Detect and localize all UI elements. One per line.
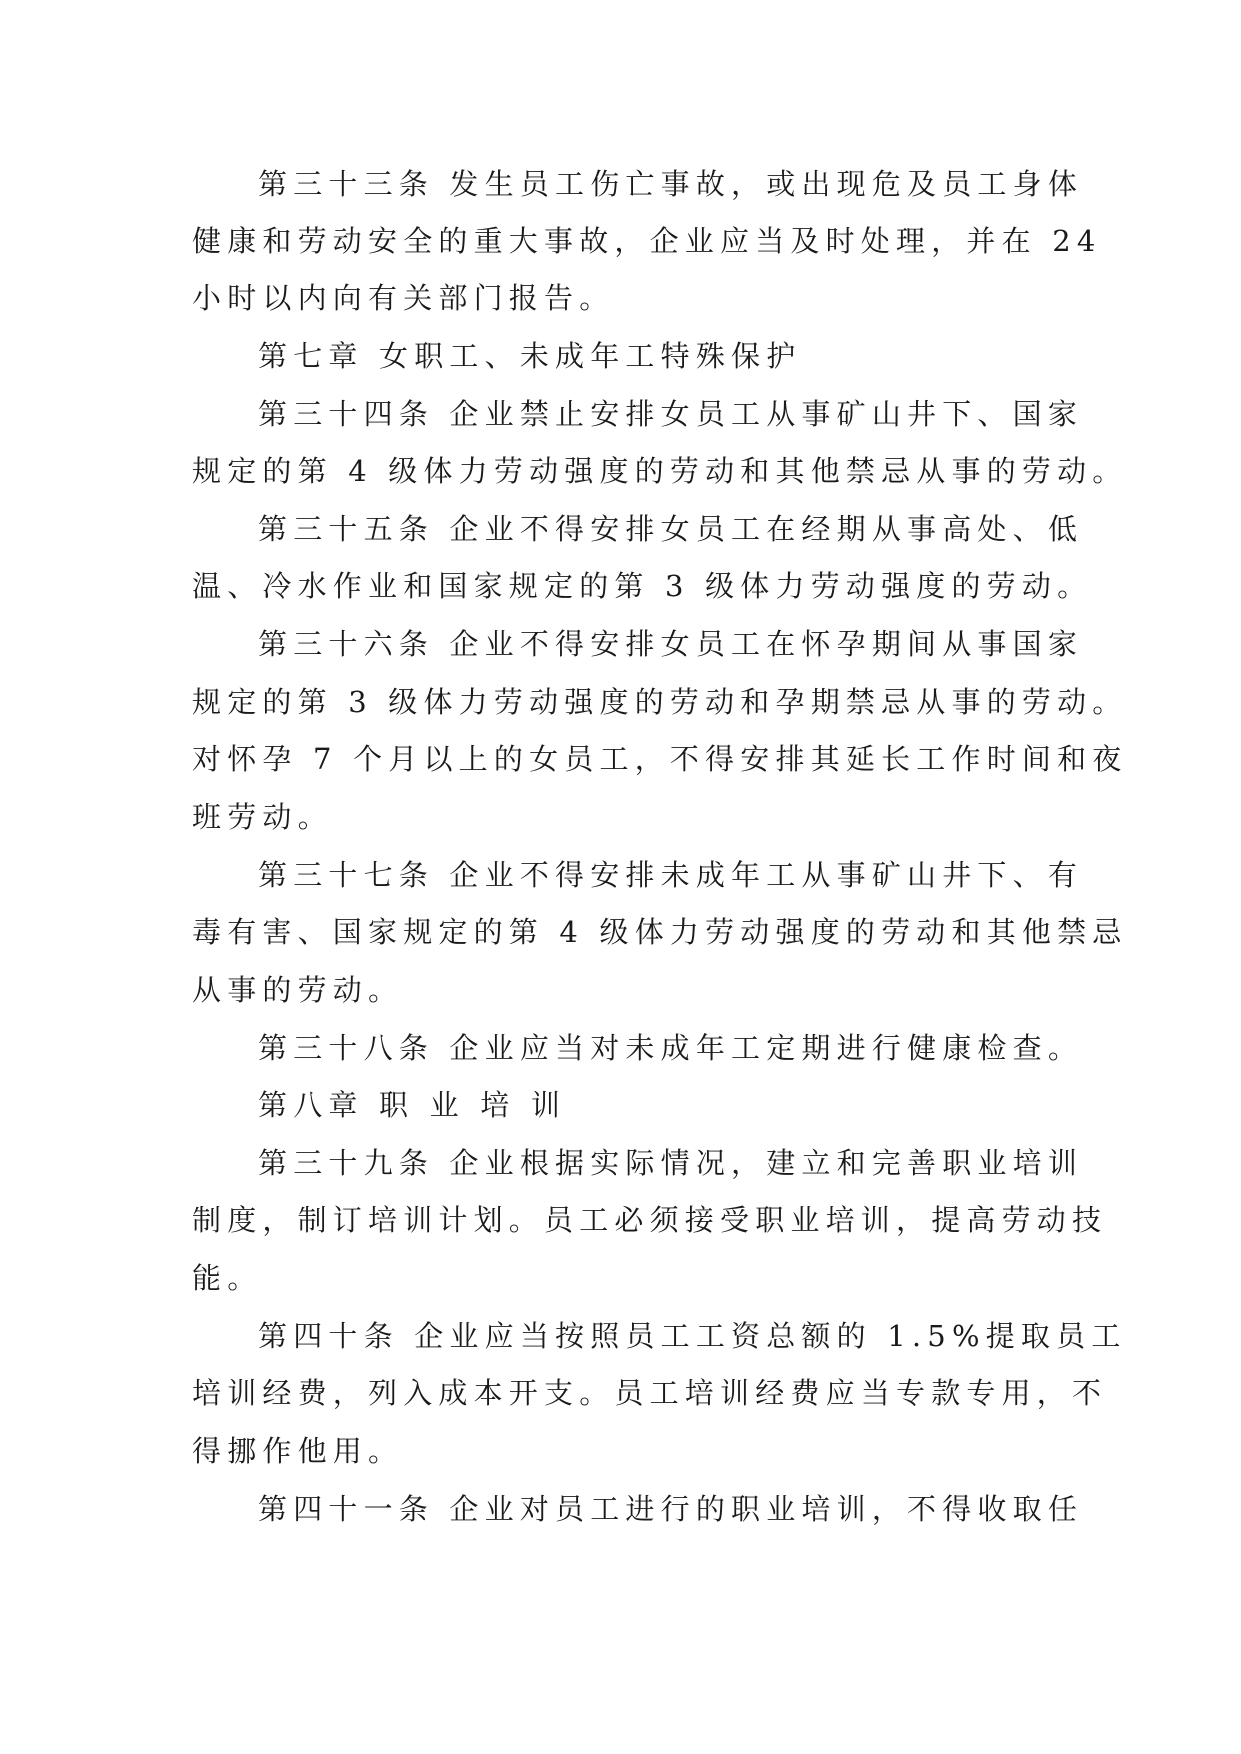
paragraph-line: 第三十八条 企业应当对未成年工定期进行健康检查。 <box>258 1031 1084 1065</box>
paragraph-line: 班劳动。 <box>192 800 333 834</box>
paragraph-line: 温、冷水作业和国家规定的第 3 级体力劳动强度的劳动。 <box>192 569 1093 603</box>
paragraph-line: 培训经费，列入成本开支。员工培训经费应当专款专用，不 <box>192 1376 1108 1410</box>
chapter-heading: 第八章 职 业 培 训 <box>258 1088 567 1122</box>
paragraph-line: 制度，制订培训计划。员工必须接受职业培训，提高劳动技 <box>192 1203 1108 1237</box>
paragraph-line: 第三十四条 企业禁止安排女员工从事矿山井下、国家 <box>258 397 1084 431</box>
paragraph-line: 第三十七条 企业不得安排未成年工从事矿山井下、有 <box>258 858 1084 892</box>
paragraph-line: 规定的第 3 级体力劳动强度的劳动和孕期禁忌从事的劳动。 <box>192 685 1128 719</box>
paragraph-line: 得挪作他用。 <box>192 1434 404 1468</box>
paragraph-line: 第三十六条 企业不得安排女员工在怀孕期间从事国家 <box>258 627 1084 661</box>
paragraph-line: 第三十五条 企业不得安排女员工在经期从事高处、低 <box>258 512 1084 546</box>
paragraph-line: 第四十条 企业应当按照员工工资总额的 1.5%提取员工 <box>258 1319 1127 1353</box>
paragraph-line: 对怀孕 7 个月以上的女员工，不得安排其延长工作时间和夜 <box>192 742 1128 776</box>
paragraph-line: 能。 <box>192 1261 263 1295</box>
paragraph-line: 健康和劳动安全的重大事故，企业应当及时处理，并在 24 <box>192 224 1102 258</box>
paragraph-line: 第三十九条 企业根据实际情况，建立和完善职业培训 <box>258 1146 1084 1180</box>
paragraph-line: 小时以内向有关部门报告。 <box>192 281 615 315</box>
paragraph-line: 规定的第 4 级体力劳动强度的劳动和其他禁忌从事的劳动。 <box>192 454 1128 488</box>
paragraph-line: 第四十一条 企业对员工进行的职业培训，不得收取任 <box>258 1492 1084 1526</box>
paragraph-line: 毒有害、国家规定的第 4 级体力劳动强度的劳动和其他禁忌 <box>192 915 1128 949</box>
paragraph-line: 第三十三条 发生员工伤亡事故，或出现危及员工身体 <box>258 167 1084 201</box>
chapter-heading: 第七章 女职工、未成年工特殊保护 <box>258 339 802 373</box>
paragraph-line: 从事的劳动。 <box>192 973 404 1007</box>
